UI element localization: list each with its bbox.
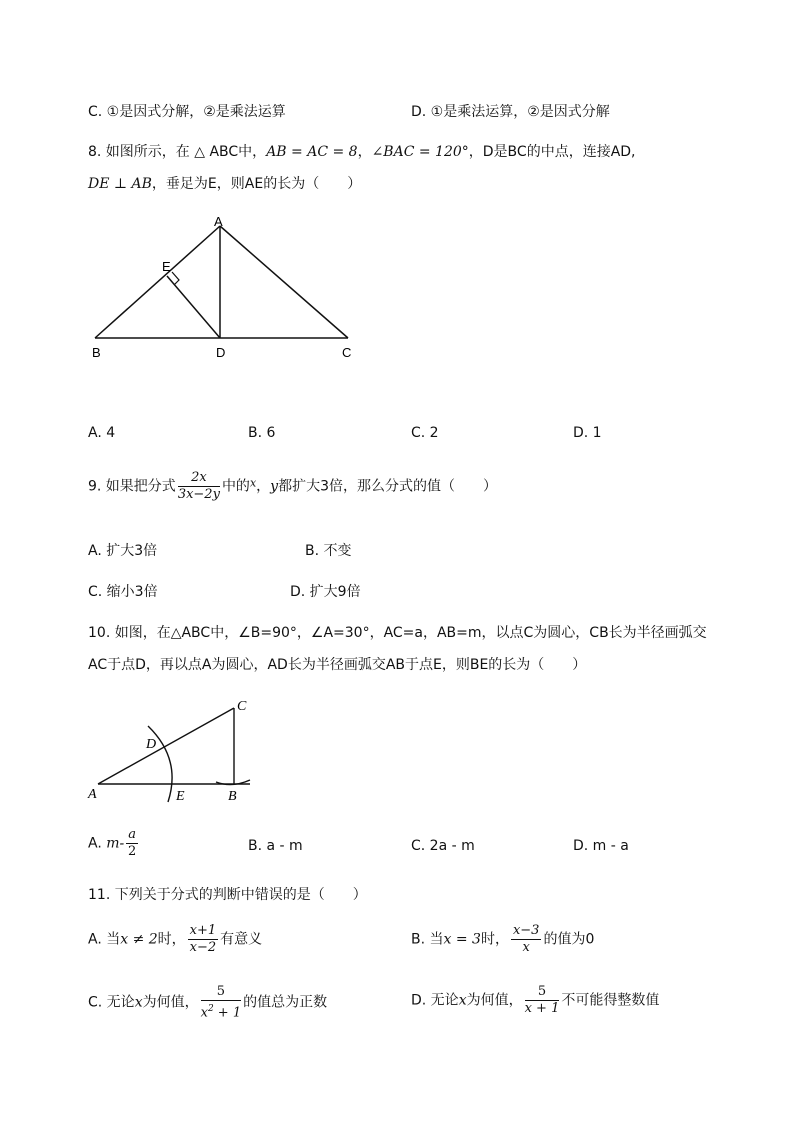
q11-c-num: 5 [201, 984, 242, 1001]
q8-option-a: A. 4 [88, 425, 116, 441]
q8-label-b: B [92, 345, 101, 360]
q10-option-c: C. 2a - m [411, 838, 475, 854]
q8-option-b: B. 6 [248, 425, 276, 441]
q11-c-den-base: x [200, 1005, 208, 1021]
q10-stem-line2: AC于点D，再以点A为圆心，AD长为半径画弧交AB于点E，则BE的长为（ ） [88, 657, 587, 673]
q11-b-cond: x = 3 [443, 931, 481, 948]
q9-stem [88, 470, 497, 503]
q10-option-a-fraction [126, 827, 138, 860]
q9-option-a: A. 扩大3倍 [88, 543, 158, 559]
q10-stem-line1: 10. 如图，在△ABC中，∠B=90°，∠A=30°，AC=a，AB=m，以点C为圆心，CB长为半径画弧交 [88, 625, 707, 641]
q8-label-a: A [214, 214, 223, 229]
q8-label-c: C [342, 345, 352, 360]
q11-b-fraction [511, 923, 542, 956]
q7-option-c: C. ①是因式分解，②是乘法运算 [88, 104, 286, 120]
q11-d-mid: 为何值， [466, 992, 523, 1009]
q10-option-a-prefix: A. [88, 835, 102, 852]
q10-label-d: D [146, 737, 157, 752]
q11-d-den: x + 1 [524, 1001, 560, 1016]
q11-a-den: x−2 [189, 940, 217, 955]
q9-fraction [178, 470, 220, 503]
q10-option-a-den: 2 [127, 844, 137, 859]
q11-c-den [201, 1001, 242, 1021]
q11-d-num: 5 [525, 984, 560, 1001]
q11-d-prefix: D. 无论 [411, 992, 459, 1009]
q11-d-suffix: 不可能得整数值 [561, 992, 660, 1009]
q11-b-den: x [522, 940, 530, 955]
q10-construction-figure [82, 694, 272, 806]
q11-a-suffix: 有意义 [220, 931, 263, 948]
q8-cond3: DE ⊥ AB [88, 176, 152, 192]
q11-c-var: x [134, 994, 143, 1011]
q8-suffix: ，D是BC的中点，连接AD, [468, 144, 636, 160]
q11-a-prefix: A. 当 [88, 931, 121, 948]
q8-suffix2: ，垂足为E，则AE的长为（ ） [151, 176, 362, 192]
q11-c-mid: 为何值， [142, 994, 199, 1011]
q10-label-b: B [228, 789, 237, 804]
q8-label-e: E [162, 259, 171, 274]
q9-option-d: D. 扩大9倍 [290, 584, 361, 600]
q10-option-d: D. m - a [573, 838, 629, 854]
q9-option-c: C. 缩小3倍 [88, 584, 158, 600]
q11-b-mid: 时， [480, 931, 509, 948]
q10-label-a: A [88, 787, 97, 802]
q11-b-num: x−3 [512, 923, 540, 938]
q11-d-var: x [458, 992, 467, 1009]
q11-d-fraction [525, 984, 560, 1017]
q11-a-cond: x ≠ 2 [120, 931, 158, 948]
q8-sep: ， [357, 144, 372, 160]
q8-cond1: AB = AC = 8 [266, 144, 358, 160]
q9-var-x: x [249, 476, 257, 490]
q11-b-suffix: 的值为0 [543, 931, 595, 948]
q10-option-b: B. a - m [248, 838, 303, 854]
q8-label-d: D [216, 345, 226, 360]
q11-c-den-tail: + 1 [213, 1005, 242, 1021]
q8-triangle-figure [80, 212, 380, 372]
q7-option-d: D. ①是乘法运算，②是因式分解 [411, 104, 610, 120]
q8-option-d: D. 1 [573, 425, 602, 441]
q10-label-e: E [176, 789, 185, 804]
q10-option-a-num: a [128, 827, 137, 842]
q11-a-num: x+1 [189, 923, 217, 938]
q11-option-c [88, 984, 327, 1021]
q8-stem-line2 [88, 174, 361, 194]
q11-c-prefix: C. 无论 [88, 994, 135, 1011]
q11-a-mid: 时， [157, 931, 186, 948]
q11-c-fraction [201, 984, 242, 1021]
q11-c-suffix: 的值总为正数 [243, 994, 328, 1011]
q8-option-c: C. 2 [411, 425, 439, 441]
q9-frac-den: 3x−2y [177, 487, 220, 502]
q9-option-b: B. 不变 [305, 543, 352, 559]
q11-a-fraction [188, 923, 219, 956]
q10-option-a [88, 827, 140, 860]
q11-option-d [411, 984, 659, 1017]
q11-b-prefix: B. 当 [411, 931, 444, 948]
q9-var-y: y [270, 478, 279, 495]
q11-stem: 11. 下列关于分式的判断中错误的是（ ） [88, 887, 367, 903]
q8-stem-line1 [88, 142, 636, 162]
q11-option-b [411, 923, 594, 956]
q9-comma: ， [256, 478, 271, 495]
q11-c-den-exp: 2 [207, 1004, 214, 1014]
q9-middle: 中的 [221, 478, 250, 495]
q10-option-a-m: m- [106, 835, 125, 852]
q9-prefix: 9. 如果把分式 [88, 478, 176, 495]
q9-suffix: 都扩大3倍，那么分式的值（ ） [278, 478, 497, 495]
q10-label-c: C [237, 699, 247, 714]
q11-option-a [88, 923, 262, 956]
q8-prefix: 8. 如图所示，在 △ ABC中， [88, 144, 267, 160]
q8-cond2: ∠BAC = 120° [371, 144, 469, 160]
q9-frac-num: 2x [178, 470, 220, 487]
